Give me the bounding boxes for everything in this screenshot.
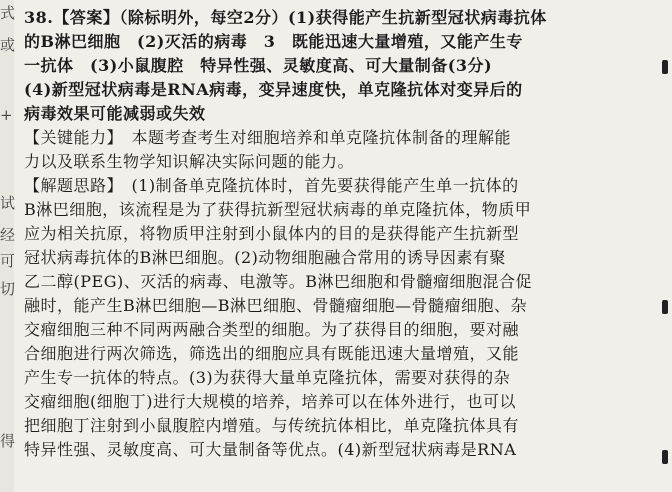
answer-line-4: (4)新型冠状病毒是RNA病毒，变异速度快，单克隆抗体对变异后的 xyxy=(24,80,523,99)
binding-mark xyxy=(662,60,668,74)
solution-line-3: 应为相关抗原，将物质甲注射到小鼠体内的目的是获得能产生抗新型 xyxy=(24,224,520,243)
margin-char: 式 xyxy=(0,4,16,22)
solution-line-4: 冠状病毒抗体的B淋巴细胞。(2)动物细胞融合常用的诱导因素有聚 xyxy=(24,248,506,267)
binding-mark xyxy=(662,300,668,314)
margin-char: + xyxy=(0,106,13,124)
solution-line-8: 合细胞进行两次筛选，筛选出的细胞应具有既能迅速大量增殖，又能 xyxy=(24,344,520,363)
key-ability-line-2: 力以及联系生物学知识解决实际问题的能力。 xyxy=(24,152,355,171)
solution-line-9: 产生专一抗体的特点。(3)为获得大量单克隆抗体，需要对获得的杂 xyxy=(24,368,511,387)
solution-line-10: 交瘤细胞(细胞丁)进行大规模的培养，培养可以在体外进行，也可以 xyxy=(24,392,516,411)
margin-char: 切 xyxy=(0,280,16,298)
key-ability-line-1: 【关键能力】 本题考查考生对细胞培养和单克隆抗体制备的理解能 xyxy=(24,128,512,147)
solution-line-12: 特异性强、灵敏度高、可大量制备等优点。(4)新型冠状病毒是RNA xyxy=(24,440,517,459)
solution-line-2: B淋巴细胞，该流程是为了获得抗新型冠状病毒的单克隆抗体，物质甲 xyxy=(24,200,532,219)
binding-mark xyxy=(662,450,668,464)
margin-char: 经 xyxy=(0,226,16,244)
solution-line-7: 交瘤细胞三种不同两两融合类型的细胞。为了获得目的细胞，要对融 xyxy=(24,320,520,339)
right-edge-marks xyxy=(660,0,668,492)
solution-line-5: 乙二醇(PEG)、灭活的病毒、电激等。B淋巴细胞和骨髓瘤细胞混合促 xyxy=(24,272,532,291)
margin-char: 试 xyxy=(0,194,16,212)
margin-char: 或 xyxy=(0,36,16,54)
margin-char: 得 xyxy=(0,432,16,450)
answer-line-1: 38.【答案】（除标明外，每空2分）(1)获得能产生抗新型冠状病毒抗体 xyxy=(24,8,547,27)
margin-char: 可 xyxy=(0,252,16,270)
solution-line-6: 融时，能产生B淋巴细胞—B淋巴细胞、骨髓瘤细胞—骨髓瘤细胞、杂 xyxy=(24,296,528,315)
answer-line-3: 一抗体 (3)小鼠腹腔 特异性强、灵敏度高、可大量制备(3分) xyxy=(24,56,493,75)
solution-line-11: 把细胞丁注射到小鼠腹腔内增殖。与传统抗体相比，单克隆抗体具有 xyxy=(24,416,520,435)
solution-line-1: 【解题思路】 (1)制备单克隆抗体时，首先要获得能产生单一抗体的 xyxy=(24,176,519,195)
answer-line-5: 病毒效果可能减弱或失效 xyxy=(24,104,206,123)
answer-line-2: 的B淋巴细胞 (2)灭活的病毒 3 既能迅速大量增殖，又能产生专 xyxy=(24,32,523,51)
left-margin-strip xyxy=(0,0,14,492)
